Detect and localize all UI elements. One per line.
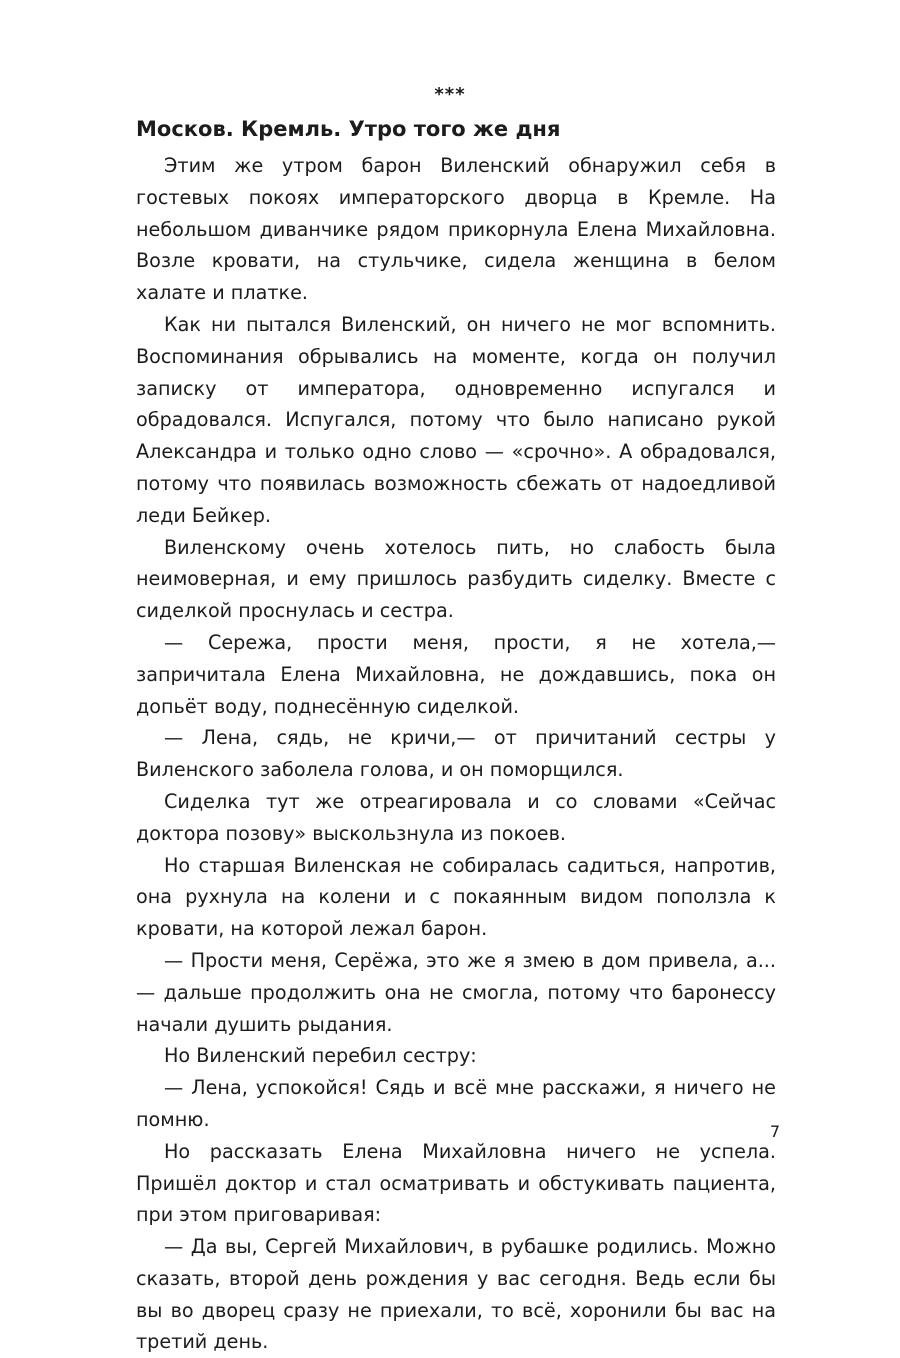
paragraph-3: Виленскому очень хотелось пить, но слабость была неимоверная, и ему пришлось разбудить сиделку. Вместе с сиделкой проснулась и сестра.: [136, 535, 776, 623]
dialogue-paragraph-4: — Сережа, прости меня, прости, я не хотела,— запричитала Елена Михайловна, не дождавшись, пока он допьёт воду, поднесённую сиделкой.: [136, 630, 776, 718]
dialogue-paragraph-10: — Лена, успокойся! Сядь и всё мне расскажи, я ничего не помню.: [136, 1076, 776, 1131]
section-heading: Москов. Кремль. Утро того же дня: [136, 117, 561, 141]
paragraph-7: Но старшая Виленская не собиралась садиться, напротив, она рухнула на колени и с покаянным видом поползла к кровати, на которой лежал барон.: [136, 853, 776, 941]
paragraph-2: Как ни пытался Виленский, он ничего не мог вспомнить. Воспоминания обрывались на моменте, когда он получил записку от императора, одновременно испугался и обрадовался. Испугался, потому что было написано рукой Александра и только одно слово — «срочно». А обрадовался, потому что появилась возможность сбежать от надоедливой леди Бейкер.: [136, 312, 776, 527]
section-separator: ***: [434, 84, 466, 105]
page-number: 7: [769, 1122, 780, 1141]
paragraph-11: Но рассказать Елена Михайловна ничего не успела. Пришёл доктор и стал осматривать и обстукивать пациента, при этом приговаривая:: [136, 1139, 776, 1227]
dialogue-paragraph-8: — Прости меня, Серёжа, это же я змею в дом привела, а...— дальше продолжить она не смогла, потому что баронессу начали душить рыдания.: [136, 948, 776, 1036]
text-block: [136, 114, 776, 1358]
dialogue-paragraph-12: — Да вы, Сергей Михайлович, в рубашке родились. Можно сказать, второй день рождения у вас сегодня. Ведь если бы вы во дворец сразу не приехали, то всё, хоронили бы вас на третий день.: [136, 1235, 776, 1354]
paragraph-9: Но Виленский перебил сестру:: [164, 1044, 477, 1068]
paragraph-1: Этим же утром барон Виленский обнаружил себя в гостевых покоях императорского дворца в Кремле. На небольшом диванчике рядом прикорнула Елена Михайловна. Возле кровати, на стульчике, сидела женщина в белом халате и платке.: [136, 154, 776, 305]
paragraph-6: Сиделка тут же отреагировала и со словами «Сейчас доктора позову» выскользнула из покоев.: [136, 789, 776, 845]
dialogue-paragraph-5: — Лена, сядь, не кричи,— от причитаний сестры у Виленского заболела голова, и он поморщился.: [136, 726, 776, 782]
